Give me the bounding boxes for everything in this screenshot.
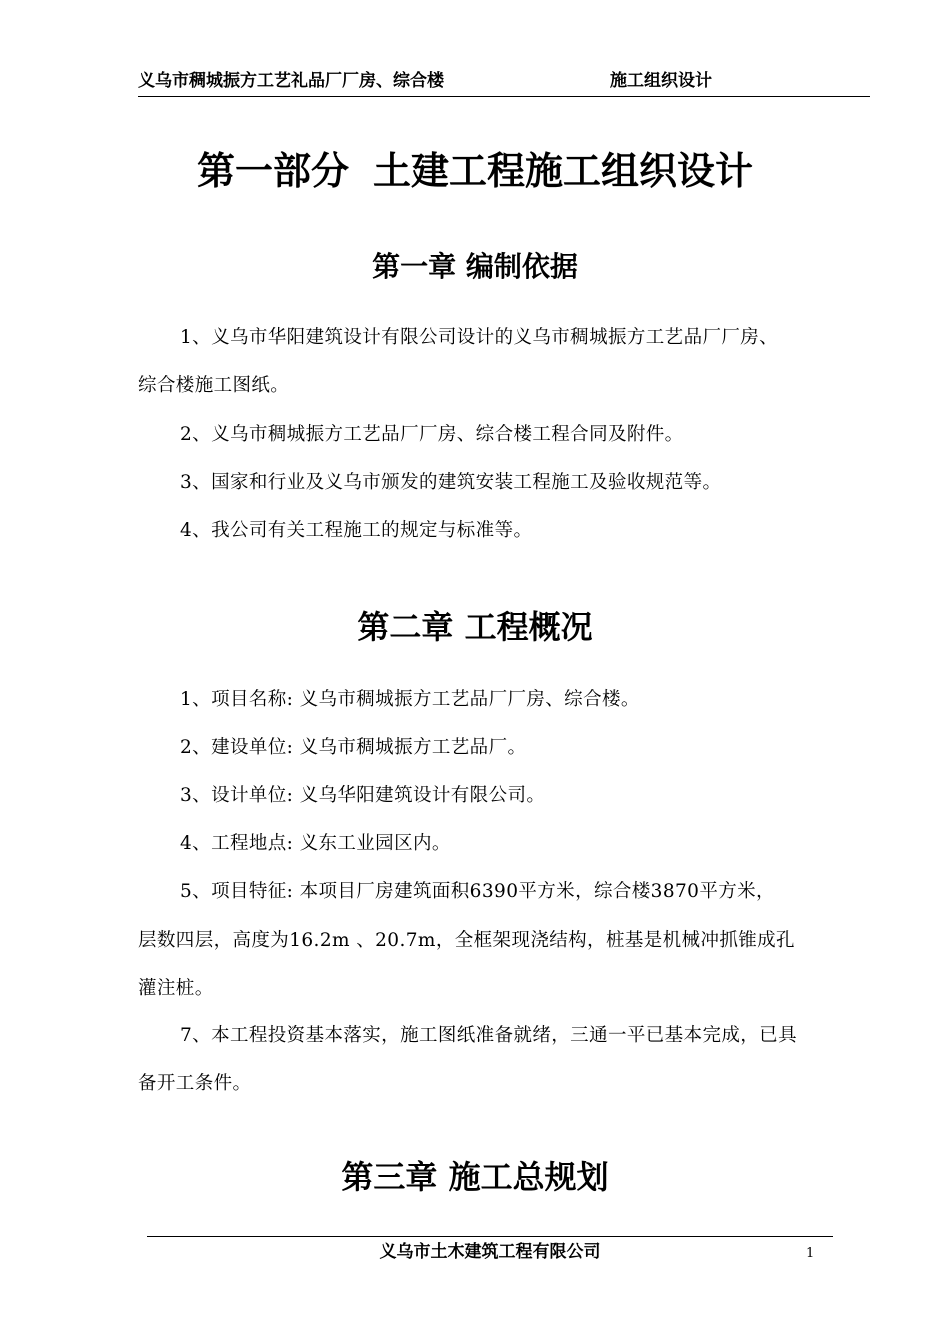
overview-item-3: 3、设计单位: 义乌华阳建筑设计有限公司。: [180, 785, 546, 806]
chapter2-title: 第二章 工程概况: [357, 608, 593, 646]
basis-item-4: 4、我公司有关工程施工的规定与标准等。: [180, 520, 533, 541]
page-header: [138, 70, 870, 97]
part-title: [0, 148, 950, 194]
part-number: 第一部分: [196, 149, 349, 193]
basis-item-3: 3、国家和行业及义乌市颁发的建筑安装工程施工及验收规范等。: [180, 472, 722, 493]
header-doc-type: 施工组织设计: [610, 71, 712, 91]
footer-company: 义乌市土木建筑工程有限公司: [379, 1242, 601, 1262]
part-name: 土建工程施工组织设计: [373, 149, 754, 193]
footer-divider: [147, 1236, 833, 1237]
basis-item-2: 2、义乌市稠城振方工艺品厂厂房、综合楼工程合同及附件。: [180, 424, 684, 445]
overview-item-5-cont2: 灌注桩。: [138, 978, 214, 999]
overview-item-1: 1、项目名称: 义乌市稠城振方工艺品厂厂房、综合楼。: [180, 689, 640, 710]
overview-item-5: 5、项目特征: 本项目厂房建筑面积6390平方米，综合楼3870平方米，: [180, 881, 775, 902]
overview-item-2: 2、建设单位: 义乌市稠城振方工艺品厂。: [180, 737, 527, 758]
overview-item-5-cont: 层数四层，高度为16.2m 、20.7m，全框架现浇结构，桩基是机械冲抓锥成孔: [138, 930, 795, 951]
chapter1-title: 第一章 编制依据: [372, 250, 578, 283]
overview-item-7: 7、本工程投资基本落实，施工图纸准备就绪，三通一平已基本完成，已具: [180, 1025, 797, 1046]
basis-item-1: 1、义乌市华阳建筑设计有限公司设计的义乌市稠城振方工艺品厂厂房、: [180, 327, 779, 348]
page-number: 1: [806, 1246, 815, 1261]
overview-item-4: 4、工程地点: 义东工业园区内。: [180, 833, 451, 854]
header-project-name: 义乌市稠城振方工艺礼品厂厂房、综合楼: [138, 71, 444, 91]
overview-item-7-cont: 备开工条件。: [138, 1073, 252, 1094]
basis-item-1-cont: 综合楼施工图纸。: [138, 375, 290, 396]
chapter3-title: 第三章 施工总规划: [341, 1158, 609, 1196]
